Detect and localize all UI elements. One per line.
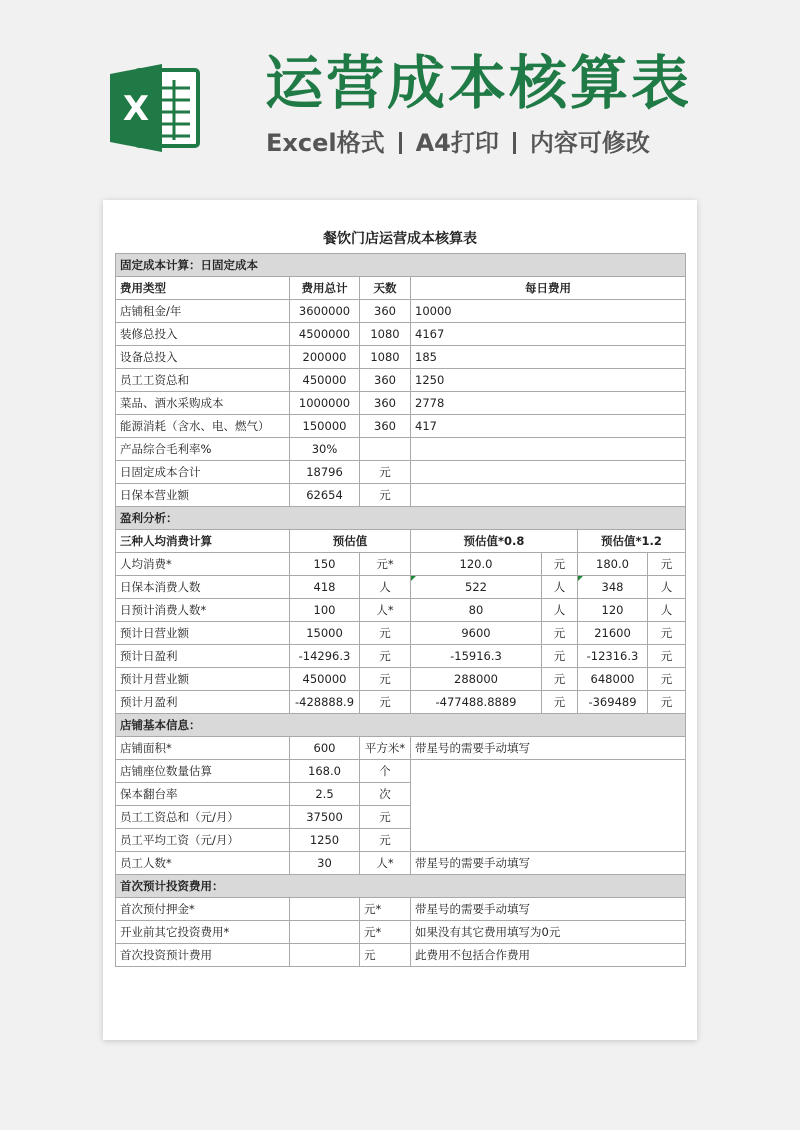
unit-cell[interactable]: 元*	[360, 921, 411, 944]
table-cell[interactable]: 80	[411, 599, 542, 622]
row-label[interactable]: 员工人数*	[116, 852, 290, 875]
unit-cell[interactable]: 元*	[360, 553, 411, 576]
table-cell[interactable]	[290, 921, 360, 944]
table-cell[interactable]: 450000	[290, 369, 360, 392]
note-cell[interactable]	[411, 760, 686, 852]
table-cell[interactable]	[290, 944, 360, 967]
row-label[interactable]: 开业前其它投资费用*	[116, 921, 290, 944]
table-cell[interactable]	[290, 898, 360, 921]
unit-cell[interactable]: 元	[542, 645, 578, 668]
table-cell[interactable]: 1250	[411, 369, 686, 392]
section-header-invest	[116, 875, 686, 898]
column-header[interactable]: 预估值*1.2	[578, 530, 686, 553]
table-cell[interactable]: 348	[578, 576, 648, 599]
table-cell[interactable]: 15000	[290, 622, 360, 645]
row-label[interactable]: 日预计消费人数*	[116, 599, 290, 622]
table-row	[116, 323, 686, 346]
row-label[interactable]: 员工工资总和（元/月）	[116, 806, 290, 829]
table-cell[interactable]	[411, 484, 686, 507]
table-cell[interactable]: 30%	[290, 438, 360, 461]
row-label[interactable]: 首次预付押金*	[116, 898, 290, 921]
table-cell[interactable]: 18796	[290, 461, 360, 484]
table-row	[116, 392, 686, 415]
table-cell[interactable]	[411, 438, 686, 461]
table-row	[116, 668, 686, 691]
table-cell[interactable]	[411, 461, 686, 484]
table-cell[interactable]: 150000	[290, 415, 360, 438]
unit-cell[interactable]: 平方米*	[360, 737, 411, 760]
note-cell[interactable]: 此费用不包括合作费用	[411, 944, 686, 967]
row-label[interactable]: 员工平均工资（元/月）	[116, 829, 290, 852]
table-cell[interactable]: 120	[578, 599, 648, 622]
unit-cell[interactable]: 元	[360, 668, 411, 691]
row-label[interactable]: 能源消耗（含水、电、燃气）	[116, 415, 290, 438]
unit-cell[interactable]: 元	[648, 553, 686, 576]
section-header-fixed-cost	[116, 254, 686, 277]
unit-cell[interactable]: 人	[542, 599, 578, 622]
table-cell[interactable]: 185	[411, 346, 686, 369]
unit-cell[interactable]: 元	[360, 829, 411, 852]
table-cell[interactable]: 100	[290, 599, 360, 622]
row-label[interactable]: 店铺面积*	[116, 737, 290, 760]
table-row	[116, 691, 686, 714]
column-header[interactable]: 费用总计	[290, 277, 360, 300]
table-cell[interactable]: 1080	[360, 346, 411, 369]
table-cell[interactable]: 2.5	[290, 783, 360, 806]
table-row	[116, 553, 686, 576]
table-cell[interactable]: 4500000	[290, 323, 360, 346]
unit-cell[interactable]: 元	[542, 622, 578, 645]
section-title-invest[interactable]: 首次预计投资费用：	[116, 875, 686, 898]
subtitle-print: A4打印	[415, 129, 499, 157]
row-label[interactable]: 人均消费*	[116, 553, 290, 576]
column-header[interactable]: 费用类型	[116, 277, 290, 300]
table-cell[interactable]: 120.0	[411, 553, 542, 576]
table-row	[116, 898, 686, 921]
unit-cell[interactable]: 人	[648, 599, 686, 622]
table-row	[116, 461, 686, 484]
row-label[interactable]: 日固定成本合计	[116, 461, 290, 484]
table-cell[interactable]: 360	[360, 415, 411, 438]
unit-cell[interactable]: 元	[360, 944, 411, 967]
table-row	[116, 300, 686, 323]
table-cell[interactable]: 168.0	[290, 760, 360, 783]
row-label[interactable]: 产品综合毛利率%	[116, 438, 290, 461]
cost-table	[115, 253, 686, 967]
subtitle-separator	[513, 132, 516, 154]
unit-cell[interactable]: 元	[360, 461, 411, 484]
table-cell[interactable]: 360	[360, 392, 411, 415]
unit-cell[interactable]: 元	[360, 645, 411, 668]
table-cell[interactable]: 150	[290, 553, 360, 576]
unit-cell[interactable]: 元	[360, 806, 411, 829]
unit-cell[interactable]: 元	[542, 668, 578, 691]
subtitle-separator	[399, 132, 402, 154]
table-cell[interactable]	[360, 438, 411, 461]
table-cell[interactable]: 21600	[578, 622, 648, 645]
table-cell[interactable]: 1250	[290, 829, 360, 852]
unit-cell[interactable]: 元	[648, 622, 686, 645]
row-label[interactable]: 预计日盈利	[116, 645, 290, 668]
table-cell[interactable]: 648000	[578, 668, 648, 691]
row-label[interactable]: 店铺座位数量估算	[116, 760, 290, 783]
table-cell[interactable]: 418	[290, 576, 360, 599]
table-cell[interactable]: -14296.3	[290, 645, 360, 668]
unit-cell[interactable]: 元	[542, 553, 578, 576]
unit-cell[interactable]: 元	[360, 622, 411, 645]
unit-cell[interactable]: 元	[542, 691, 578, 714]
row-label[interactable]: 保本翻台率	[116, 783, 290, 806]
column-header[interactable]: 预估值	[290, 530, 411, 553]
section-title-profit[interactable]: 盈利分析：	[116, 507, 686, 530]
table-row	[116, 622, 686, 645]
section-header-store	[116, 714, 686, 737]
table-cell[interactable]: 62654	[290, 484, 360, 507]
page-title: 运营成本核算表	[265, 49, 693, 117]
table-cell[interactable]: 1000000	[290, 392, 360, 415]
table-cell[interactable]: 417	[411, 415, 686, 438]
table-row	[116, 852, 686, 875]
row-label[interactable]: 预计月盈利	[116, 691, 290, 714]
table-cell[interactable]: -15916.3	[411, 645, 542, 668]
unit-cell[interactable]: 人*	[360, 852, 411, 875]
table-cell[interactable]: 2778	[411, 392, 686, 415]
column-header[interactable]: 预估值*0.8	[411, 530, 578, 553]
column-header[interactable]: 天数	[360, 277, 411, 300]
table-row	[116, 369, 686, 392]
table-cell[interactable]: -477488.8889	[411, 691, 542, 714]
table-cell[interactable]: 360	[360, 369, 411, 392]
table-cell[interactable]: 522	[411, 576, 542, 599]
logo-letter: X	[122, 89, 150, 129]
table-cell[interactable]: -369489	[578, 691, 648, 714]
table-row	[116, 760, 686, 783]
row-label[interactable]: 日保本消费人数	[116, 576, 290, 599]
table-row	[116, 645, 686, 668]
table-cell[interactable]: 37500	[290, 806, 360, 829]
unit-cell[interactable]: 人	[648, 576, 686, 599]
note-cell[interactable]: 带星号的需要手动填写	[411, 852, 686, 875]
table-cell[interactable]: 1080	[360, 323, 411, 346]
table-cell[interactable]: 30	[290, 852, 360, 875]
table-row	[116, 346, 686, 369]
table-row	[116, 576, 686, 599]
unit-cell[interactable]: 个	[360, 760, 411, 783]
unit-cell[interactable]: 人	[542, 576, 578, 599]
unit-cell[interactable]: 元	[648, 668, 686, 691]
note-cell[interactable]: 如果没有其它费用填写为0元	[411, 921, 686, 944]
row-label[interactable]: 菜品、酒水采购成本	[116, 392, 290, 415]
table-header-row	[116, 277, 686, 300]
note-cell[interactable]: 带星号的需要手动填写	[411, 737, 686, 760]
sheet-title: 餐饮门店运营成本核算表	[323, 231, 477, 247]
row-label[interactable]: 设备总投入	[116, 346, 290, 369]
subtitle-editable: 内容可修改	[529, 129, 650, 157]
unit-cell[interactable]: 元	[648, 645, 686, 668]
table-cell[interactable]: 600	[290, 737, 360, 760]
row-label[interactable]: 装修总投入	[116, 323, 290, 346]
section-title-store[interactable]: 店铺基本信息：	[116, 714, 686, 737]
unit-cell[interactable]: 元	[648, 691, 686, 714]
section-title-fixed-cost[interactable]: 固定成本计算：日固定成本	[116, 254, 686, 277]
row-label[interactable]: 日保本营业额	[116, 484, 290, 507]
table-cell[interactable]: 9600	[411, 622, 542, 645]
row-label[interactable]: 店铺租金/年	[116, 300, 290, 323]
row-label[interactable]: 员工工资总和	[116, 369, 290, 392]
table-cell[interactable]: 360	[360, 300, 411, 323]
unit-cell[interactable]: 人*	[360, 599, 411, 622]
unit-cell[interactable]: 元	[360, 484, 411, 507]
table-row	[116, 944, 686, 967]
row-label[interactable]: 首次投资预计费用	[116, 944, 290, 967]
table-row	[116, 599, 686, 622]
table-cell[interactable]: 180.0	[578, 553, 648, 576]
spreadsheet-page	[103, 200, 697, 1040]
column-header[interactable]: 三种人均消费计算	[116, 530, 290, 553]
column-header[interactable]: 每日费用	[411, 277, 686, 300]
section-header-profit	[116, 507, 686, 530]
table-cell[interactable]: 200000	[290, 346, 360, 369]
table-row	[116, 415, 686, 438]
unit-cell[interactable]: 元	[360, 691, 411, 714]
row-label[interactable]: 预计月营业额	[116, 668, 290, 691]
table-cell[interactable]: -428888.9	[290, 691, 360, 714]
subtitle	[266, 126, 650, 160]
table-cell[interactable]: -12316.3	[578, 645, 648, 668]
table-cell[interactable]: 3600000	[290, 300, 360, 323]
table-cell[interactable]: 10000	[411, 300, 686, 323]
unit-cell[interactable]: 元*	[360, 898, 411, 921]
table-cell[interactable]: 450000	[290, 668, 360, 691]
unit-cell[interactable]: 人	[360, 576, 411, 599]
excel-logo-icon	[106, 60, 202, 156]
table-cell[interactable]: 4167	[411, 323, 686, 346]
note-cell[interactable]: 带星号的需要手动填写	[411, 898, 686, 921]
row-label[interactable]: 预计日营业额	[116, 622, 290, 645]
table-header-row	[116, 530, 686, 553]
subtitle-format: Excel格式	[266, 129, 385, 157]
table-row	[116, 484, 686, 507]
table-row	[116, 438, 686, 461]
table-row	[116, 921, 686, 944]
banner	[0, 0, 800, 185]
table-row	[116, 737, 686, 760]
table-cell[interactable]: 288000	[411, 668, 542, 691]
unit-cell[interactable]: 次	[360, 783, 411, 806]
